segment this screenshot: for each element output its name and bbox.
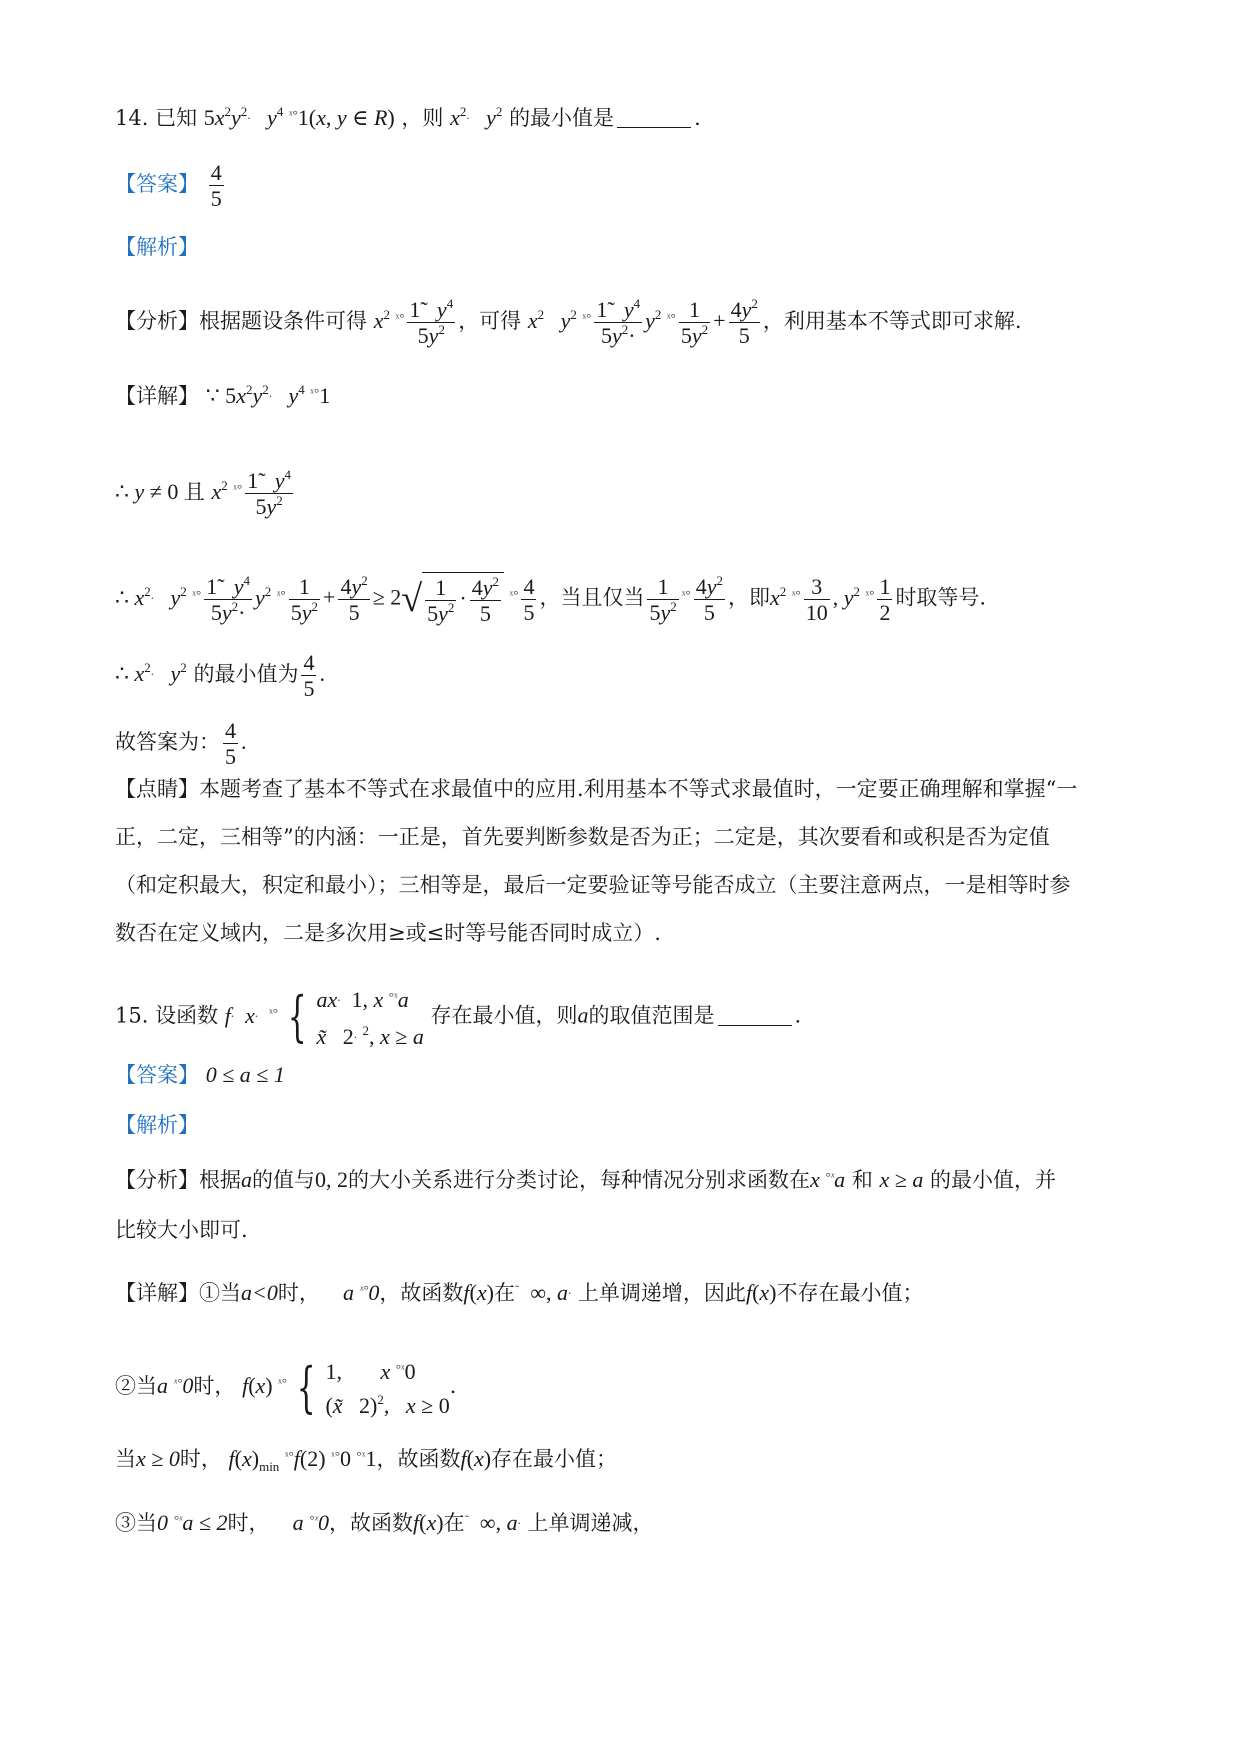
q15-analysis: 【分析】根据a的值与0, 2的大小关系进行分类讨论，每种情况分别求函数在x $^{^\circ ˣ}$a 和 x ≥ a 的最小值，并 <box>115 1167 1057 1192</box>
math: $5x^2y^{2.}$ $y^4$ $^{ˣ^\circ}$1(x, y ∈ R) <box>203 104 395 130</box>
q15-jiexi: 【解析】 <box>115 1113 199 1137</box>
q14-step2: ∴ $x^{2.}$ $y^2$ $^{ˣ^\circ}$ $\frac{1̃ y^4}{5y^2\cdot}$ $y^2$ $^{ˣ^\circ}$ $\frac{1}{5y^2}$ + $\frac{4y^2}{5}$ ≥ 2√ $\frac{1}{5y^2}$ · $\frac{4y^2}{5}$ $^{ˣ^\circ}$ $\frac{4}{5}$ ，当且仅当 $\frac{1}{5y^2}$ $^{ˣ^\circ}$ $\frac{4y^2}{5}$ ，即$x^2$ $^{ˣ^\circ}$ $\frac{3}{10}$ , $y^2$ $^{ˣ^\circ}$ $\frac{1}{2}$ 时取等号. <box>115 572 987 626</box>
q14-dianjing-3: （和定积最大，积定和最小）；三相等是，最后一定要验证等号能否成立（主要注意两点，一是相等时参 <box>115 873 1071 897</box>
piecewise-2: 1, x $^{^\circ ˣ}$0 (x̃ 2)$^2$, x ≥ 0 <box>325 1359 450 1418</box>
q14-min: ∴ $x^{2.}$ $y^2$ 的最小值为 $\frac{4}{5}$ . <box>115 650 325 701</box>
q15-case2b: 当x ≥ 0时， $f(x)_{min}$ $^{ˣ^\circ}$f(2) $^{ˣ^\circ}$0 $^{^\circ ˣ}$1，故函数f(x)存在最小值； <box>115 1446 618 1474</box>
q14-final: 故答案为： $\frac{4}{5}$ . <box>115 718 247 769</box>
q15-answer: 【答案】 0 ≤ a ≤ 1 <box>115 1062 285 1087</box>
q15-case2: ②当a $^{ˣ^\circ}$0时， f(x) $^{ˣ^\circ}$ { 1, x $^{^\circ ˣ}$0 (x̃ 2)$^2$, x ≥ 0 . <box>115 1352 456 1423</box>
q15-analysis-2: 比较大小即可. <box>115 1218 248 1242</box>
answer-fraction: $\frac{4}{5}$ <box>210 160 222 211</box>
q15-case1: 【详解】①当a<0时， a $^{ˣ^\circ}$0，故函数f(x)在˜ ∞, a. 上单调递增，因此f(x)不存在最小值； <box>115 1280 924 1305</box>
brace: { <box>287 985 307 1048</box>
q14-dianjing-1: 【点睛】本题考查了基本不等式在求最值中的应用.利用基本不等式求最值时，一定要正确理解和掌握“一 <box>115 777 1078 801</box>
sqrt: √ $\frac{1}{5y^2}$ · $\frac{4y^2}{5}$ <box>401 572 504 626</box>
answer-blank <box>617 107 691 128</box>
q14-detail: 【详解】 ∵ $5x^2y^{2.}$ $y^4$ $^{ˣ^\circ}$1 <box>115 382 331 408</box>
q14-jiexi: 【解析】 <box>115 235 199 259</box>
q14-answer: 【答案】 $\frac{4}{5}$ <box>115 160 222 211</box>
q14-dianjing-2: 正，二定，三相等”的内涵：一正是，首先要判断参数是否为正；二定是，其次要看和或积是否为定值 <box>115 825 1050 849</box>
q15-case3: ③当0 $^{^\circ ˣ}$a ≤ 2时， a $^{^\circ ˣ}$0，故函数f(x)在˜ ∞, a. 上单调递减， <box>115 1510 654 1535</box>
q14-analysis: 【分析】根据题设条件可得 $x^2$ $^{ˣ^\circ}$ $\frac{1̃ y^4}{5y^2}$ ，可得 $x^2$ $y^2$ $^{ˣ^\circ}$ $\frac{1̃ y^4}{5y^2\cdot}$ $y^2$ $^{ˣ^\circ}$ $\frac{1}{5y^2}$ + $\frac{4y^2}{5}$ ，利用基本不等式即可求解. <box>115 296 1022 348</box>
q14-dianjing-4: 数否在定义域内，二是多次用≥或≤时等号能否同时成立）. <box>115 921 661 945</box>
piecewise: ax. 1, x $^{^\circ ˣ}$a x̃ 2. $^2$, x ≥ a <box>316 987 424 1049</box>
q15-question: 15. 设函数 f. x. $^{ˣ^\circ}$ { ax. 1, x $^{^\circ ˣ}$a x̃ 2. $^2$, x ≥ a 存在最小值，则a的取值范围是 . <box>115 980 801 1054</box>
q14-step1: ∴ y ≠ 0 且 $x^2$ $^{ˣ^\circ}$ $\frac{1̃ y^4}{5y^2}$ <box>115 467 292 519</box>
q14-question: 14. 已知 $5x^2y^{2.}$ $y^4$ $^{ˣ^\circ}$1(x, y ∈ R) ，则 $x^{2.}$ $y^2$ 的最小值是 . <box>115 104 701 130</box>
